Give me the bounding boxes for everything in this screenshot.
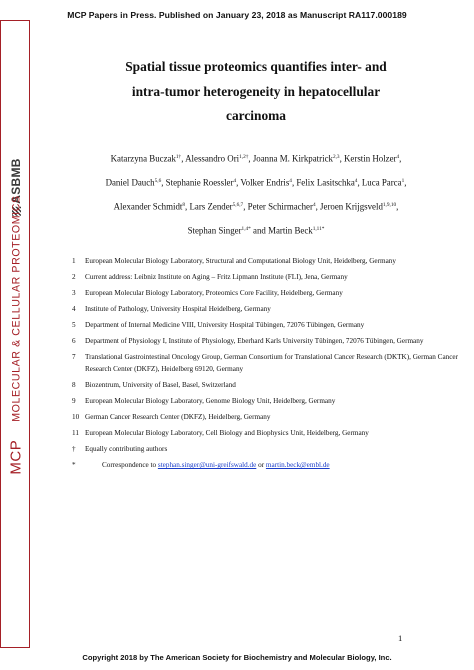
author-separator: , (181, 153, 186, 164)
journal-logo: MCP (7, 439, 25, 475)
author-line (58, 194, 454, 218)
affiliation-text: Institute of Pathology, University Hospital Heidelberg, Germany (85, 304, 271, 313)
affiliation-item (72, 395, 462, 407)
affiliation-text: European Molecular Biology Laboratory, Structural and Computational Biology Unit, Heidelberg, Germany (85, 257, 396, 265)
author-separator: , (315, 201, 321, 212)
author-name: Daniel Dauch (105, 177, 155, 188)
author-affiliation-marker: 4 (354, 178, 358, 184)
author-name: Felix Lasitschka (296, 177, 355, 188)
affiliation-item (72, 319, 462, 331)
author-name: Peter Schirmacher (247, 201, 313, 212)
correspondence (72, 459, 462, 471)
email-link-singer[interactable]: stephan.singer@uni-greifswald.de (157, 461, 257, 470)
author-name: Martin Beck (268, 225, 313, 236)
author-separator: , (404, 177, 407, 188)
author-affiliation-marker: 1,2† (239, 154, 249, 160)
author-affiliation-marker: 2,3 (332, 154, 340, 160)
author-affiliation-marker: 5,6,7 (232, 202, 244, 208)
affiliation-number: 10 (72, 413, 80, 422)
title-line: Spatial tissue proteomics quantifies inter- and (125, 59, 387, 74)
affiliation-item (72, 411, 462, 423)
author-name: Luca Parca (361, 177, 402, 188)
author-separator: , (185, 201, 190, 212)
author-separator: , (236, 177, 241, 188)
correspondence-marker: * (72, 461, 76, 470)
author-affiliation-marker: 4 (289, 178, 292, 184)
author-name: Joanna M. Kirkpatrick (252, 153, 333, 164)
publisher-name: ASBMB (9, 158, 23, 204)
affiliation-text: European Molecular Biology Laboratory, Proteomics Core Facility, Heidelberg, Germany (85, 288, 343, 297)
affiliation-text: Current address: Leibniz Institute on Aging – Fritz Lipmann Institute (FLI), Jena, Germany (85, 272, 348, 281)
journal-name: MOLECULAR & CELLULAR PROTEOMICS (10, 195, 22, 422)
affiliation-number: 9 (72, 397, 76, 406)
affiliation-item (72, 303, 462, 315)
affiliation-text: Department of Physiology I, Institute of Physiology, Eberhard Karls University Tübingen, 72076 Tübingen, Germany (85, 336, 424, 345)
author-affiliation-marker: 1,11* (312, 226, 325, 232)
author-name: Katarzyna Buczak (110, 153, 176, 164)
author-separator: and (250, 225, 269, 236)
title-line: intra-tumor heterogeneity in hepatocellular (131, 83, 381, 99)
author-name: Lars Zender (189, 201, 233, 212)
affiliation-number: 1 (72, 257, 76, 265)
affiliation-text: European Molecular Biology Laboratory, Genome Biology Unit, Heidelberg, Germany (85, 397, 336, 406)
affiliation-number: 8 (72, 381, 76, 390)
affiliation-number: 7 (72, 352, 76, 361)
author-separator: , (399, 153, 402, 164)
author-line (58, 218, 454, 242)
affiliation-item (72, 427, 462, 439)
author-affiliation-marker: 4 (312, 202, 316, 208)
author-affiliation-marker: 1† (175, 154, 182, 160)
affiliation-list (72, 255, 462, 475)
author-affiliation-marker: 8 (182, 202, 186, 208)
author-separator: , (396, 201, 399, 212)
author-separator: , (357, 177, 362, 188)
affiliation-item (72, 287, 462, 299)
author-name: Kerstin Holzer (344, 153, 397, 164)
affiliation-text: Department of Internal Medicine VIII, University Hospital Tübingen, 72076 Tübingen, Germany (85, 320, 365, 329)
affiliation-text: German Cancer Research Center (DKFZ), Heidelberg, Germany (85, 413, 271, 422)
correspondence-conjunction: or (256, 461, 266, 470)
affiliation-number: 6 (72, 336, 76, 345)
correspondence-prefix: Correspondence to (102, 461, 158, 470)
title-line: carcinoma (226, 108, 286, 123)
affiliation-item (72, 255, 462, 267)
author-affiliation-marker: 4 (233, 178, 237, 184)
article-title (60, 55, 452, 129)
affiliation-number: 2 (72, 272, 76, 281)
author-name: Volker Endris (240, 177, 290, 188)
affiliation-item (72, 443, 462, 455)
author-name: Jeroen Krijgsveld (320, 201, 383, 212)
affiliation-number: 3 (72, 288, 76, 297)
email-link-beck[interactable]: martin.beck@embl.de (265, 461, 330, 470)
author-separator: , (248, 153, 253, 164)
affiliation-number: † (72, 445, 76, 454)
affiliation-text: Translational Gastrointestinal Oncology Group, German Consortium for Translational Cancer Research (DKTK), German Cancer Research Center (DKFZ), Heidelberg 69120, Germany (85, 352, 458, 374)
author-affiliation-marker: 1 (401, 178, 405, 184)
author-line (58, 146, 454, 170)
affiliation-item (72, 335, 462, 347)
author-line (58, 170, 454, 194)
page-number: 1 (398, 633, 403, 643)
affiliation-item (72, 271, 462, 283)
author-affiliation-marker: 1,4* (241, 226, 251, 232)
author-name: Stephan Singer (187, 225, 242, 236)
author-affiliation-marker: 5,6 (154, 178, 162, 184)
author-separator: , (291, 177, 297, 188)
affiliation-item (72, 379, 462, 391)
author-list (58, 146, 454, 242)
author-separator: , (243, 201, 248, 212)
journal-branding (8, 195, 25, 474)
author-affiliation-marker: 4 (396, 154, 400, 160)
affiliation-text: Biozentrum, University of Basel, Basel, Switzerland (85, 381, 236, 390)
copyright-footer: Copyright 2018 by The American Society for Biochemistry and Molecular Biology, Inc. (82, 653, 392, 662)
affiliation-number: 11 (72, 429, 79, 438)
author-name: Alessandro Ori (185, 153, 240, 164)
author-separator: , (161, 177, 166, 188)
affiliation-item (72, 351, 462, 376)
journal-sidebar (0, 20, 30, 648)
author-affiliation-marker: 1,9,10 (382, 202, 397, 208)
correspondence-text (85, 459, 330, 471)
affiliation-text: Equally contributing authors (85, 445, 168, 454)
affiliation-number: 5 (72, 320, 76, 329)
preprint-header: MCP Papers in Press. Published on January 23, 2018 as Manuscript RA117.000189 (67, 10, 407, 20)
author-separator: , (339, 153, 345, 164)
affiliation-number: 4 (72, 304, 76, 313)
affiliation-text: European Molecular Biology Laboratory, Cell Biology and Biophysics Unit, Heidelberg, Germany (85, 429, 369, 438)
author-name: Alexander Schmidt (113, 201, 183, 212)
author-name: Stephanie Roessler (165, 177, 234, 188)
